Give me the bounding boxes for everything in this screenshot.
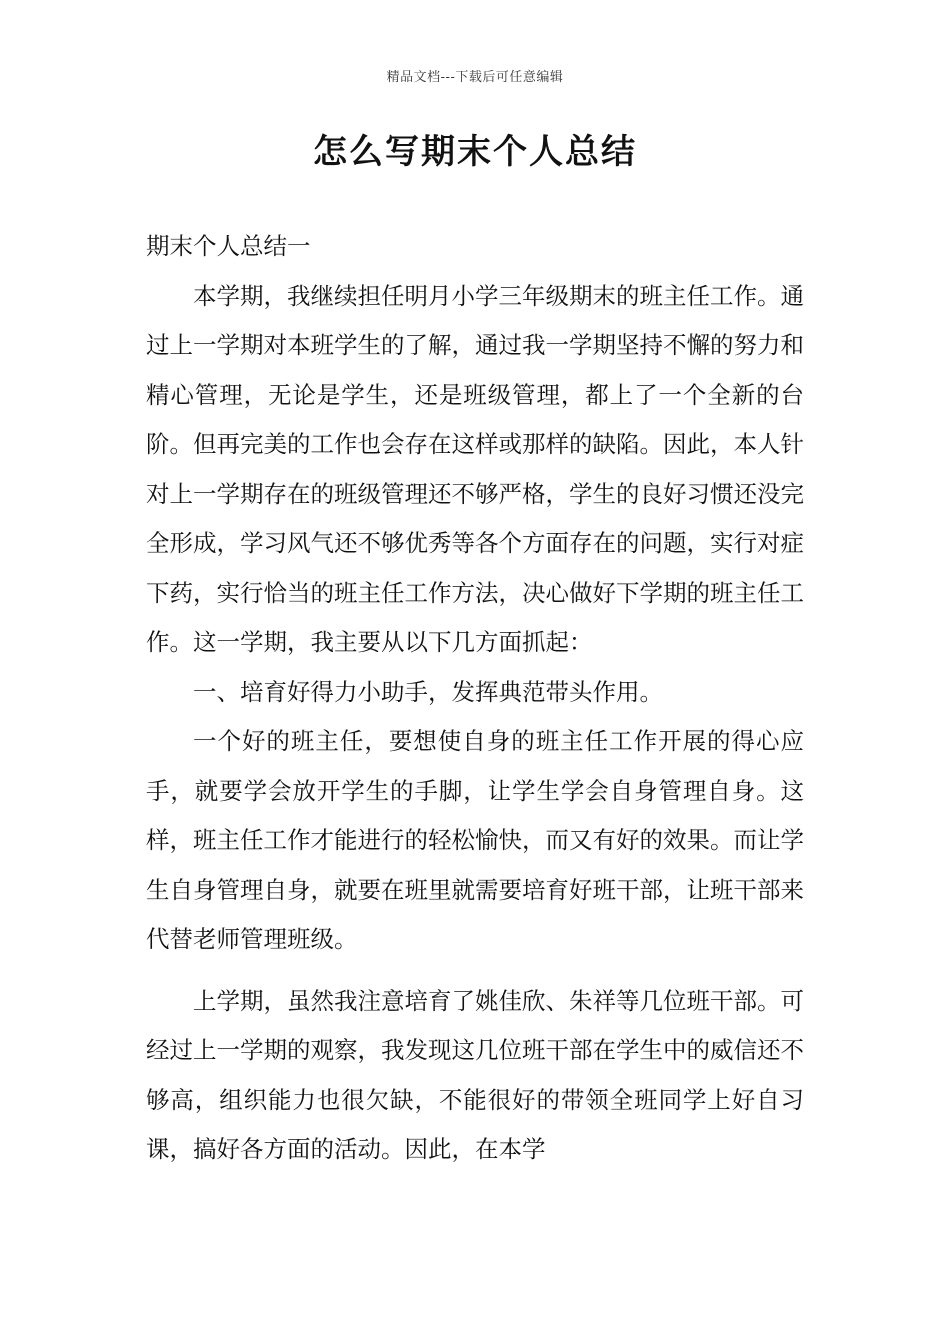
document-body (146, 222, 804, 1175)
section-heading: 期末个人总结一 (146, 232, 311, 260)
paragraph-1: 本学期，我继续担任明月小学三年级期末的班主任工作。通过上一学期对本班学生的了解，通过我一学期坚持不懈的努力和精心管理，无论是学生，还是班级管理，都上了一个全新的台阶。但再完美的工作也会存在这样或那样的缺陷。因此，本人针对上一学期存在的班级管理还不够严格，学生的良好习惯还没完全形成，学习风气还不够优秀等各个方面存在的问题，实行对症下药，实行恰当的班主任工作方法，决心做好下学期的班主任工作。这一学期，我主要从以下几方面抓起： (146, 281, 804, 656)
document-title: 怎么写期末个人总结 (313, 132, 637, 172)
header-note: 精品文档---下载后可任意编辑 (386, 70, 564, 85)
paragraph-4: 上学期，虽然我注意培育了姚佳欣、朱祥等几位班干部。可经过上一学期的观察，我发现这几位班干部在学生中的威信还不够高，组织能力也很欠缺，不能很好的带领全班同学上好自习课，搞好各方面的活动。因此，在本学 (146, 986, 804, 1163)
paragraph-2: 一、培育好得力小助手，发挥典范带头作用。 (193, 677, 663, 706)
paragraph-3: 一个好的班主任，要想使自身的班主任工作开展的得心应手，就要学会放开学生的手脚，让学生学会自身管理自身。这样，班主任工作才能进行的轻松愉快，而又有好的效果。而让学生自身管理自身，就要在班里就需要培育好班干部，让班干部来代替老师管理班级。 (146, 727, 804, 953)
